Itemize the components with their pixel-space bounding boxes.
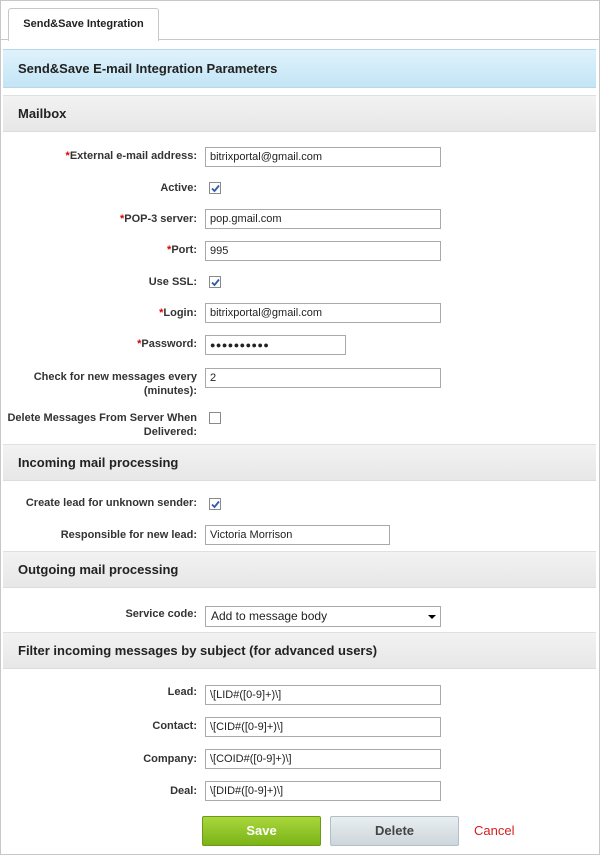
responsible-label: Responsible for new lead: [60,529,197,541]
section-header-incoming: Incoming mail processing [3,444,596,481]
login-label [159,306,197,320]
required-mark: * [137,338,142,350]
external-email-input[interactable]: bitrixportal@gmail.com [205,147,441,167]
pop3-server-input[interactable]: pop.gmail.com [205,209,441,229]
section-header-outgoing: Outgoing mail processing [3,551,596,588]
check-interval-label [34,370,197,398]
section-header-mailbox: Mailbox [3,95,596,132]
checkmark-icon [211,184,220,193]
create-lead-label: Create lead for unknown sender: [25,497,197,509]
tab-strip [0,0,600,40]
company-filter-label: Company: [143,753,197,765]
dropdown-arrow-icon [428,615,436,619]
pop3-server-label-text: POP-3 server: [124,213,197,225]
lead-filter-label: Lead: [167,686,197,698]
pop3-server-label [120,212,197,226]
service-code-selected-value: Add to message body [211,609,328,623]
section-header-filter: Filter incoming messages by subject (for advanced users) [3,632,596,669]
active-checkbox[interactable] [209,182,221,194]
check-interval-input[interactable]: 2 [205,368,441,388]
required-mark: * [159,307,164,319]
delete-messages-label [7,411,197,439]
password-input[interactable]: ●●●●●●●●●● [205,335,346,355]
active-label: Active: [160,182,197,194]
service-code-label: Service code: [125,608,197,620]
delete-messages-label-line1: Delete Messages From Server When [7,412,197,424]
delete-messages-label-line2: Delivered: [143,426,197,438]
required-mark: * [65,150,70,162]
delete-button[interactable]: Delete [330,816,459,846]
deal-filter-input[interactable]: \[DID#([0-9]+)\] [205,781,441,801]
delete-messages-checkbox[interactable] [209,412,221,424]
login-input[interactable]: bitrixportal@gmail.com [205,303,441,323]
checkmark-icon [211,500,220,509]
check-interval-label-line1: Check for new messages every [33,371,197,383]
contact-filter-input[interactable]: \[CID#([0-9]+)\] [205,717,441,737]
deal-filter-label: Deal: [170,785,197,797]
login-label-text: Login: [163,307,197,319]
checkmark-icon [211,278,220,287]
port-label-text: Port: [171,244,197,256]
required-mark: * [119,213,125,225]
external-email-label-text: External e-mail address: [69,150,197,162]
external-email-label [66,149,197,163]
password-label [137,337,197,351]
save-button[interactable]: Save [202,816,321,846]
port-label [167,243,197,257]
port-input[interactable]: 995 [205,241,441,261]
required-mark: * [167,244,172,256]
create-lead-checkbox[interactable] [209,498,221,510]
password-label-text: Password: [141,338,197,350]
use-ssl-label: Use SSL: [148,276,197,288]
responsible-input[interactable]: Victoria Morrison [205,525,390,545]
cancel-link[interactable]: Cancel [474,823,515,838]
tab-send-save-integration[interactable]: Send&Save Integration [8,8,159,41]
use-ssl-checkbox[interactable] [209,276,221,288]
company-filter-input[interactable]: \[COID#([0-9]+)\] [205,749,441,769]
page-title: Send&Save E-mail Integration Parameters [3,49,596,88]
check-interval-label-line2: (minutes): [143,385,197,397]
contact-filter-label: Contact: [152,720,197,732]
lead-filter-input[interactable]: \[LID#([0-9]+)\] [205,685,441,705]
service-code-select[interactable] [205,606,441,627]
